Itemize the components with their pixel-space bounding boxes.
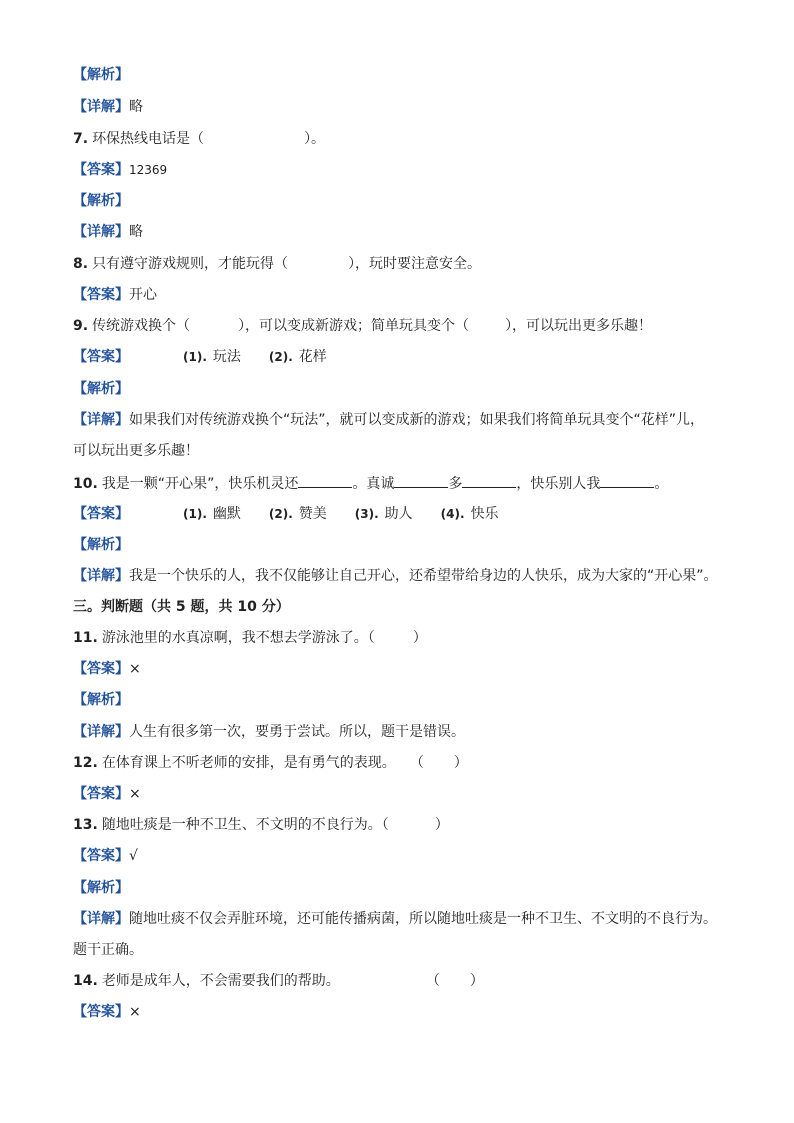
question-text: （	[425, 973, 440, 989]
question-9	[73, 317, 652, 335]
question-text: ），玩时要注意安全。	[348, 256, 482, 272]
detail-line	[73, 910, 717, 928]
answer-tag: 【答案】	[73, 287, 129, 303]
question-text: ，快乐别人我	[516, 476, 601, 492]
analysis-tag: 【解析】	[73, 880, 129, 896]
answer-number: (3).	[354, 507, 379, 521]
question-text: 游泳池里的水真凉啊，我不想去学游泳了。（	[101, 630, 375, 646]
question-number: 12.	[73, 755, 98, 771]
answer-text: 快乐	[470, 506, 499, 522]
blank-line	[462, 473, 516, 488]
answer-line	[73, 348, 327, 366]
answer-tag: 【答案】	[73, 506, 129, 522]
analysis-heading	[73, 536, 129, 554]
question-10	[73, 473, 668, 493]
question-text: 只有遵守游戏规则，才能玩得（	[92, 256, 289, 272]
answer-tag: 【答案】	[73, 1004, 129, 1020]
analysis-tag: 【解析】	[73, 381, 129, 397]
answer-item	[441, 505, 499, 523]
answer-tag: 【答案】	[73, 349, 129, 365]
detail-line-continued	[73, 442, 199, 460]
answer-item	[269, 348, 327, 366]
question-text: ），可以玩出更多乐趣！	[505, 318, 653, 334]
question-text: ）	[453, 755, 468, 771]
detail-text: 略	[129, 224, 143, 240]
detail-tag: 【详解】	[73, 99, 129, 115]
answer-number: (1).	[183, 350, 207, 364]
analysis-heading	[73, 66, 129, 84]
analysis-tag: 【解析】	[73, 67, 129, 83]
detail-tag: 【详解】	[73, 412, 129, 428]
question-text: 传统游戏换个（	[92, 318, 191, 334]
answer-line	[73, 161, 167, 179]
section-title: 三。判断题（共 5 题，共 10 分）	[73, 599, 290, 615]
answer-tag: 【答案】	[73, 162, 129, 178]
detail-text: 人生有很多第一次，要勇于尝试。所以，题干是错误。	[129, 724, 465, 740]
answer-text: 幽默	[212, 506, 241, 522]
answer-item	[183, 348, 241, 366]
detail-tag: 【详解】	[73, 224, 129, 240]
blank-line	[600, 473, 654, 488]
answer-text: 花样	[298, 349, 327, 365]
question-text: 环保热线电话是（	[92, 131, 205, 147]
answer-number: (2).	[268, 350, 293, 364]
detail-text: 略	[129, 99, 143, 115]
question-text: ）	[434, 817, 449, 833]
answer-number: (1).	[183, 507, 207, 521]
answer-line	[73, 286, 157, 304]
question-14	[73, 972, 484, 990]
blank-line	[394, 473, 448, 488]
answer-tag: 【答案】	[73, 848, 129, 864]
question-text: 老师是成年人，不会需要我们的帮助。	[101, 973, 340, 989]
answer-tag: 【答案】	[73, 786, 129, 802]
detail-line-continued	[73, 941, 143, 959]
question-7	[73, 130, 325, 148]
detail-line	[73, 98, 143, 116]
answer-text: 助人	[384, 506, 413, 522]
question-text: 。	[654, 476, 669, 492]
detail-text: 我是一个快乐的人，我不仅能够让自己开心，还希望带给身边的人快乐，成为大家的“开心果”。	[129, 568, 718, 584]
question-number: 14.	[73, 973, 98, 989]
question-number: 9.	[73, 318, 89, 334]
detail-tag: 【详解】	[73, 911, 129, 927]
answer-text: ×	[129, 786, 141, 802]
question-text: 。真诚	[352, 476, 395, 492]
analysis-heading	[73, 192, 129, 210]
question-text: 多	[448, 476, 463, 492]
question-text: 在体育课上不听老师的安排，是有勇气的表现。	[101, 755, 396, 771]
detail-line	[73, 567, 718, 585]
analysis-tag: 【解析】	[73, 692, 129, 708]
question-12	[73, 754, 468, 772]
question-text: ）	[469, 973, 484, 989]
question-number: 11.	[73, 630, 98, 646]
detail-line	[73, 723, 465, 741]
detail-text: 如果我们对传统游戏换个“玩法”，就可以变成新的游戏；如果我们将简单玩具变个“花样”儿，	[129, 412, 705, 428]
detail-line	[73, 411, 704, 429]
answer-text: 玩法	[212, 349, 241, 365]
answer-text: 12369	[129, 163, 168, 177]
analysis-heading	[73, 691, 129, 709]
question-13	[73, 816, 449, 834]
question-text: ）	[412, 630, 427, 646]
answer-number: (2).	[268, 507, 293, 521]
answer-text: ×	[129, 1004, 141, 1020]
answer-line	[73, 1003, 141, 1021]
analysis-heading	[73, 380, 129, 398]
detail-text: 题干正确。	[73, 942, 143, 958]
detail-tag: 【详解】	[73, 724, 129, 740]
answer-text: √	[129, 848, 138, 864]
detail-line	[73, 223, 143, 241]
answer-line	[73, 847, 138, 865]
question-text: （	[409, 755, 424, 771]
question-11	[73, 629, 427, 647]
question-text: 随地吐痰是一种不卫生、不文明的不良行为。（	[101, 817, 389, 833]
question-number: 13.	[73, 817, 98, 833]
answer-text: 开心	[129, 287, 157, 303]
question-8	[73, 255, 481, 273]
analysis-tag: 【解析】	[73, 193, 129, 209]
answer-number: (4).	[440, 507, 465, 521]
question-text: ），可以变成新游戏；简单玩具变个（	[238, 318, 470, 334]
answer-line	[73, 660, 141, 678]
analysis-heading	[73, 879, 129, 897]
question-number: 7.	[73, 131, 89, 147]
analysis-tag: 【解析】	[73, 537, 129, 553]
detail-text: 随地吐痰不仅会弄脏环境，还可能传播病菌，所以随地吐痰是一种不卫生、不文明的不良行为。	[129, 911, 717, 927]
question-number: 10.	[73, 476, 98, 492]
answer-line	[73, 505, 499, 523]
detail-text: 可以玩出更多乐趣！	[73, 443, 199, 459]
blank-line	[298, 473, 352, 488]
answer-item	[269, 505, 327, 523]
answer-text: ×	[129, 661, 141, 677]
answer-item	[183, 505, 241, 523]
question-text: 我是一颗“开心果”，快乐机灵还	[101, 476, 299, 492]
answer-text: 赞美	[298, 506, 327, 522]
detail-tag: 【详解】	[73, 568, 129, 584]
answer-item	[355, 505, 413, 523]
question-text: ）。	[304, 131, 326, 147]
question-number: 8.	[73, 256, 89, 272]
answer-tag: 【答案】	[73, 661, 129, 677]
answer-line	[73, 785, 141, 803]
